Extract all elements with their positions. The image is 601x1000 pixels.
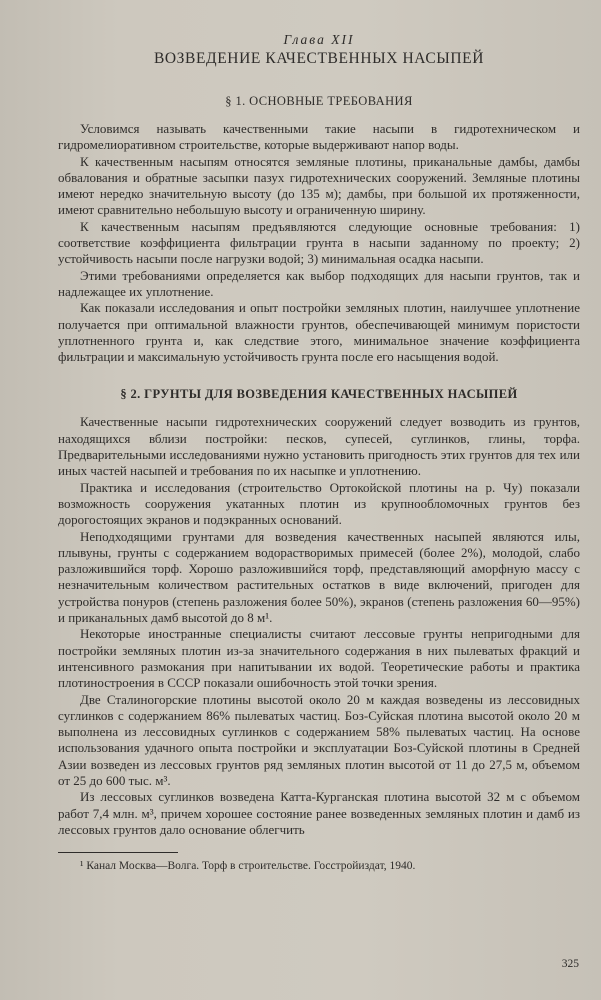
section-2-body xyxy=(58,414,580,838)
paragraph: К качественным насыпям относятся земляные плотины, приканальные дамбы, дамбы обвалования и обратные засыпки пазух гидротехнических сооружений. Земляные плотины имеют нередко значительную высоту (до 135 м); дамбы, при большой их протяженности, имеют сравнительно небольшую высоту и ограниченную ширину. xyxy=(58,153,580,218)
paragraph: Этими требованиями определяется как выбор подходящих для насыпи грунтов, так и надлежащее их уплотнение. xyxy=(58,267,580,299)
paragraph: Качественные насыпи гидротехнических сооружений следует возводить из грунтов, находящихся вблизи постройки: песков, супесей, суглинков, глины, торфа. Предварительными исследованиями нужно установить пригодность этих грунтов для тех или иных частей насыпей и требования по их насыпке и уплотнению. xyxy=(58,414,580,479)
paragraph: Как показали исследования и опыт постройки земляных плотин, наилучшее уплотнение получается при оптимальной влажности грунтов, обеспечивающей минимум пористости уплотненного грунта и, как следствие этого, минимальное значение коэффициента фильтрации и максимальную устойчивость грунта после его насыщения водой. xyxy=(58,300,580,365)
section-2-title: § 2. ГРУНТЫ ДЛЯ ВОЗВЕДЕНИЯ КАЧЕСТВЕННЫХ НАСЫПЕЙ xyxy=(120,387,518,402)
paragraph: Практика и исследования (строительство Ортокойской плотины на р. Чу) показали возможность сооружения укатанных плотин из крупнообломочных грунтов без дорогостоящих экранов и подэкранных оснований. xyxy=(58,479,580,528)
page-content xyxy=(58,32,580,873)
paragraph: К качественным насыпям предъявляются следующие основные требования: 1) соответствие коэффициента фильтрации грунта в насыпи заданному по проекту; 2) устойчивость насыпи после нагрузки водой; 3) минимальная осадка насыпи. xyxy=(58,218,580,267)
footnote: ¹ Канал Москва—Волга. Торф в строительстве. Госстройиздат, 1940. xyxy=(80,860,416,873)
paragraph: Неподходящими грунтами для возведения качественных насыпей являются илы, плывуны, грунты с содержанием водорастворимых примесей (более 2%), молодой, слабо разложившийся торф. Хорошо разложившийся торф, представляющий аморфную массу с незначительным количеством растительных остатков в виде включений, пригоден для устройства понуров (степень разложения более 50%), экранов (степень разложения 60—95%) и приканальных дамб высотой до 8 м¹. xyxy=(58,528,580,626)
section-1-body xyxy=(58,121,580,365)
section-1-title: § 1. ОСНОВНЫЕ ТРЕБОВАНИЯ xyxy=(225,94,413,108)
chapter-title: ВОЗВЕДЕНИЕ КАЧЕСТВЕННЫХ НАСЫПЕЙ xyxy=(153,50,485,67)
footnote-divider xyxy=(58,852,178,853)
paragraph: Условимся называть качественными такие насыпи в гидротехническом и гидромелиоративном строительстве, которые выдерживают напор воды. xyxy=(58,121,580,153)
paragraph: Из лессовых суглинков возведена Катта-Курганская плотина высотой 32 м с объемом работ 7,4 млн. м³, причем хорошее состояние ранее возведенных земляных плотин и дамб из лессовых грунтов дало основание облегчить xyxy=(58,789,580,837)
paragraph: Две Сталиногорские плотины высотой около 20 м каждая возведены из лессовидных суглинков с содержанием 86% пылеватых частиц. Боз-Суйская плотина высотой около 20 м выполнена из лессовидных суглинков с содержанием 58% пылеватых частиц. На основе использования удачного опыта постройки и эксплуатации Боз-Суйской плотины в Средней Азии возведен из лессовых грунтов ряд земляных плотин высотой от 11 до 27,5 м, объемом от 25 до 600 тыс. м³. xyxy=(58,691,580,788)
chapter-label: Глава XII xyxy=(283,32,355,47)
page-number: 325 xyxy=(561,958,579,970)
paragraph: Некоторые иностранные специалисты считают лессовые грунты непригодными для постройки земляных плотин из-за значительного содержания в них пылеватых фракций и интенсивного размокания при напитывании их водой. Теоретические работы и практика плотиностроения в СССР показали ошибочность этой точки зрения. xyxy=(58,626,580,691)
